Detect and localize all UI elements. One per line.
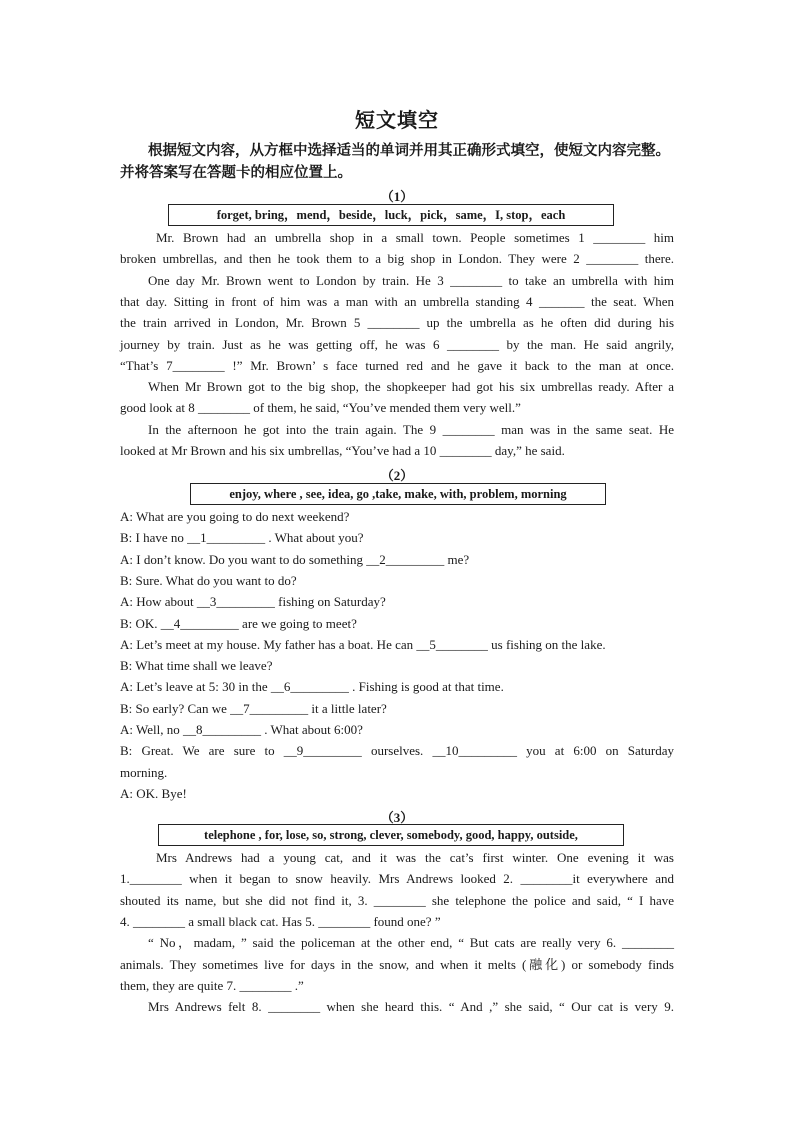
section1-line: One day Mr. Brown went to London by train. He 3 ________ to take an umbrella with him <box>148 272 674 288</box>
section2-line: B: I have no __1_________ . What about you? <box>120 530 364 546</box>
section3-line: Mrs Andrews had a young cat, and it was the cat’s first winter. One evening it was <box>156 850 674 865</box>
section1-line: looked at Mr Brown and his six umbrellas, “You’ve had a 10 ________ day,” he said. <box>120 443 565 458</box>
section3-line: 1.________ when it began to snow heavily. Mrs Andrews looked 2. ________it everywhere and <box>120 871 674 887</box>
section1-line: When Mr Brown got to the big shop, the shopkeeper had got his six umbrellas ready. After a <box>148 379 674 395</box>
section2-line: morning. <box>120 764 168 780</box>
section2-line: A: What are you going to do next weekend? <box>120 509 350 524</box>
section1-line: journey by train. Just as he was getting off, he was 6 ________ by the man. He said angrily, <box>120 336 674 352</box>
section1-line: “That’s 7________ !” Mr. Brown’ s face turned red and he gave it back to the man at once. <box>120 357 674 373</box>
section2-line: A: Let’s leave at 5: 30 in the __6_________ . Fishing is good at that time. <box>120 679 504 695</box>
section2-line: B: What time shall we leave? <box>120 658 273 674</box>
section2-line: A: OK. Bye! <box>120 785 187 801</box>
section-3-word-box: telephone , for, lose, so, strong, clever, somebody, good, happy, outside, <box>158 824 624 846</box>
section-3-label: （3） <box>380 810 414 825</box>
section1-line: the train arrived in London, Mr. Brown 5 ________ up the umbrella as he often did during his <box>120 315 674 331</box>
section3-line: shouted its name, but she did not find it, 3. ________ she telephone the police and said, “ I have <box>120 892 674 908</box>
section1-line: broken umbrellas, and then he took them to a big shop in London. They were 2 ________ there. <box>120 251 674 267</box>
section2-line: A: Let’s meet at my house. My father has a boat. He can __5________ us fishing on the lake. <box>120 636 606 652</box>
section2-line: B: So early? Can we __7_________ it a little later? <box>120 700 387 716</box>
instructions: 根据短文内容，从方框中选择适当的单词并用其正确形式填空，使短文内容完整。并将答案写在答题卡的相应位置上。 <box>120 143 670 181</box>
section1-line: good look at 8 ________ of them, he said, “You’ve mended them very well.” <box>120 400 521 416</box>
section-2-word-box: enjoy, where , see, idea, go ,take, make, with, problem, morning <box>190 483 606 505</box>
section3-line: them, they are quite 7. ________ .” <box>120 977 304 993</box>
section1-line: that day. Sitting in front of him was a man with an umbrella standing 4 _______ the seat. When <box>120 293 674 309</box>
section3-line: animals. They sometimes live for days in the snow, and when it melts (融化) or somebody finds <box>120 956 674 972</box>
section2-line: B: Sure. What do you want to do? <box>120 572 297 588</box>
section3-line: “ No，madam, ” said the policeman at the other end, “ But cats are really very 6. ________ <box>148 935 674 951</box>
section3-line: Mrs Andrews felt 8. ________ when she heard this. “ And ,” she said, “ Our cat is very 9. <box>148 999 674 1015</box>
section-1-label: （1） <box>380 189 414 204</box>
section2-line: A: Well, no __8_________ . What about 6:00? <box>120 722 363 737</box>
section1-line: Mr. Brown had an umbrella shop in a small town. People sometimes 1 ________ him <box>156 230 674 245</box>
section2-line: A: I don’t know. Do you want to do something __2_________ me? <box>120 551 470 567</box>
page-title: 短文填空 <box>355 110 439 132</box>
section-2-label: （2） <box>380 468 414 483</box>
section-1-word-box: forget, bring，mend，beside，luck，pick，same，I, stop，each <box>168 204 614 226</box>
section1-line: In the afternoon he got into the train again. The 9 ________ man was in the same seat. He <box>148 421 674 437</box>
section3-line: 4. ________ a small black cat. Has 5. ________ found one? ” <box>120 913 441 929</box>
section2-line: B: Great. We are sure to __9_________ ourselves. __10_________ you at 6:00 on Saturday <box>120 743 674 759</box>
section2-line: B: OK. __4_________ are we going to meet? <box>120 615 357 631</box>
section2-line: A: How about __3_________ fishing on Saturday? <box>120 594 386 610</box>
